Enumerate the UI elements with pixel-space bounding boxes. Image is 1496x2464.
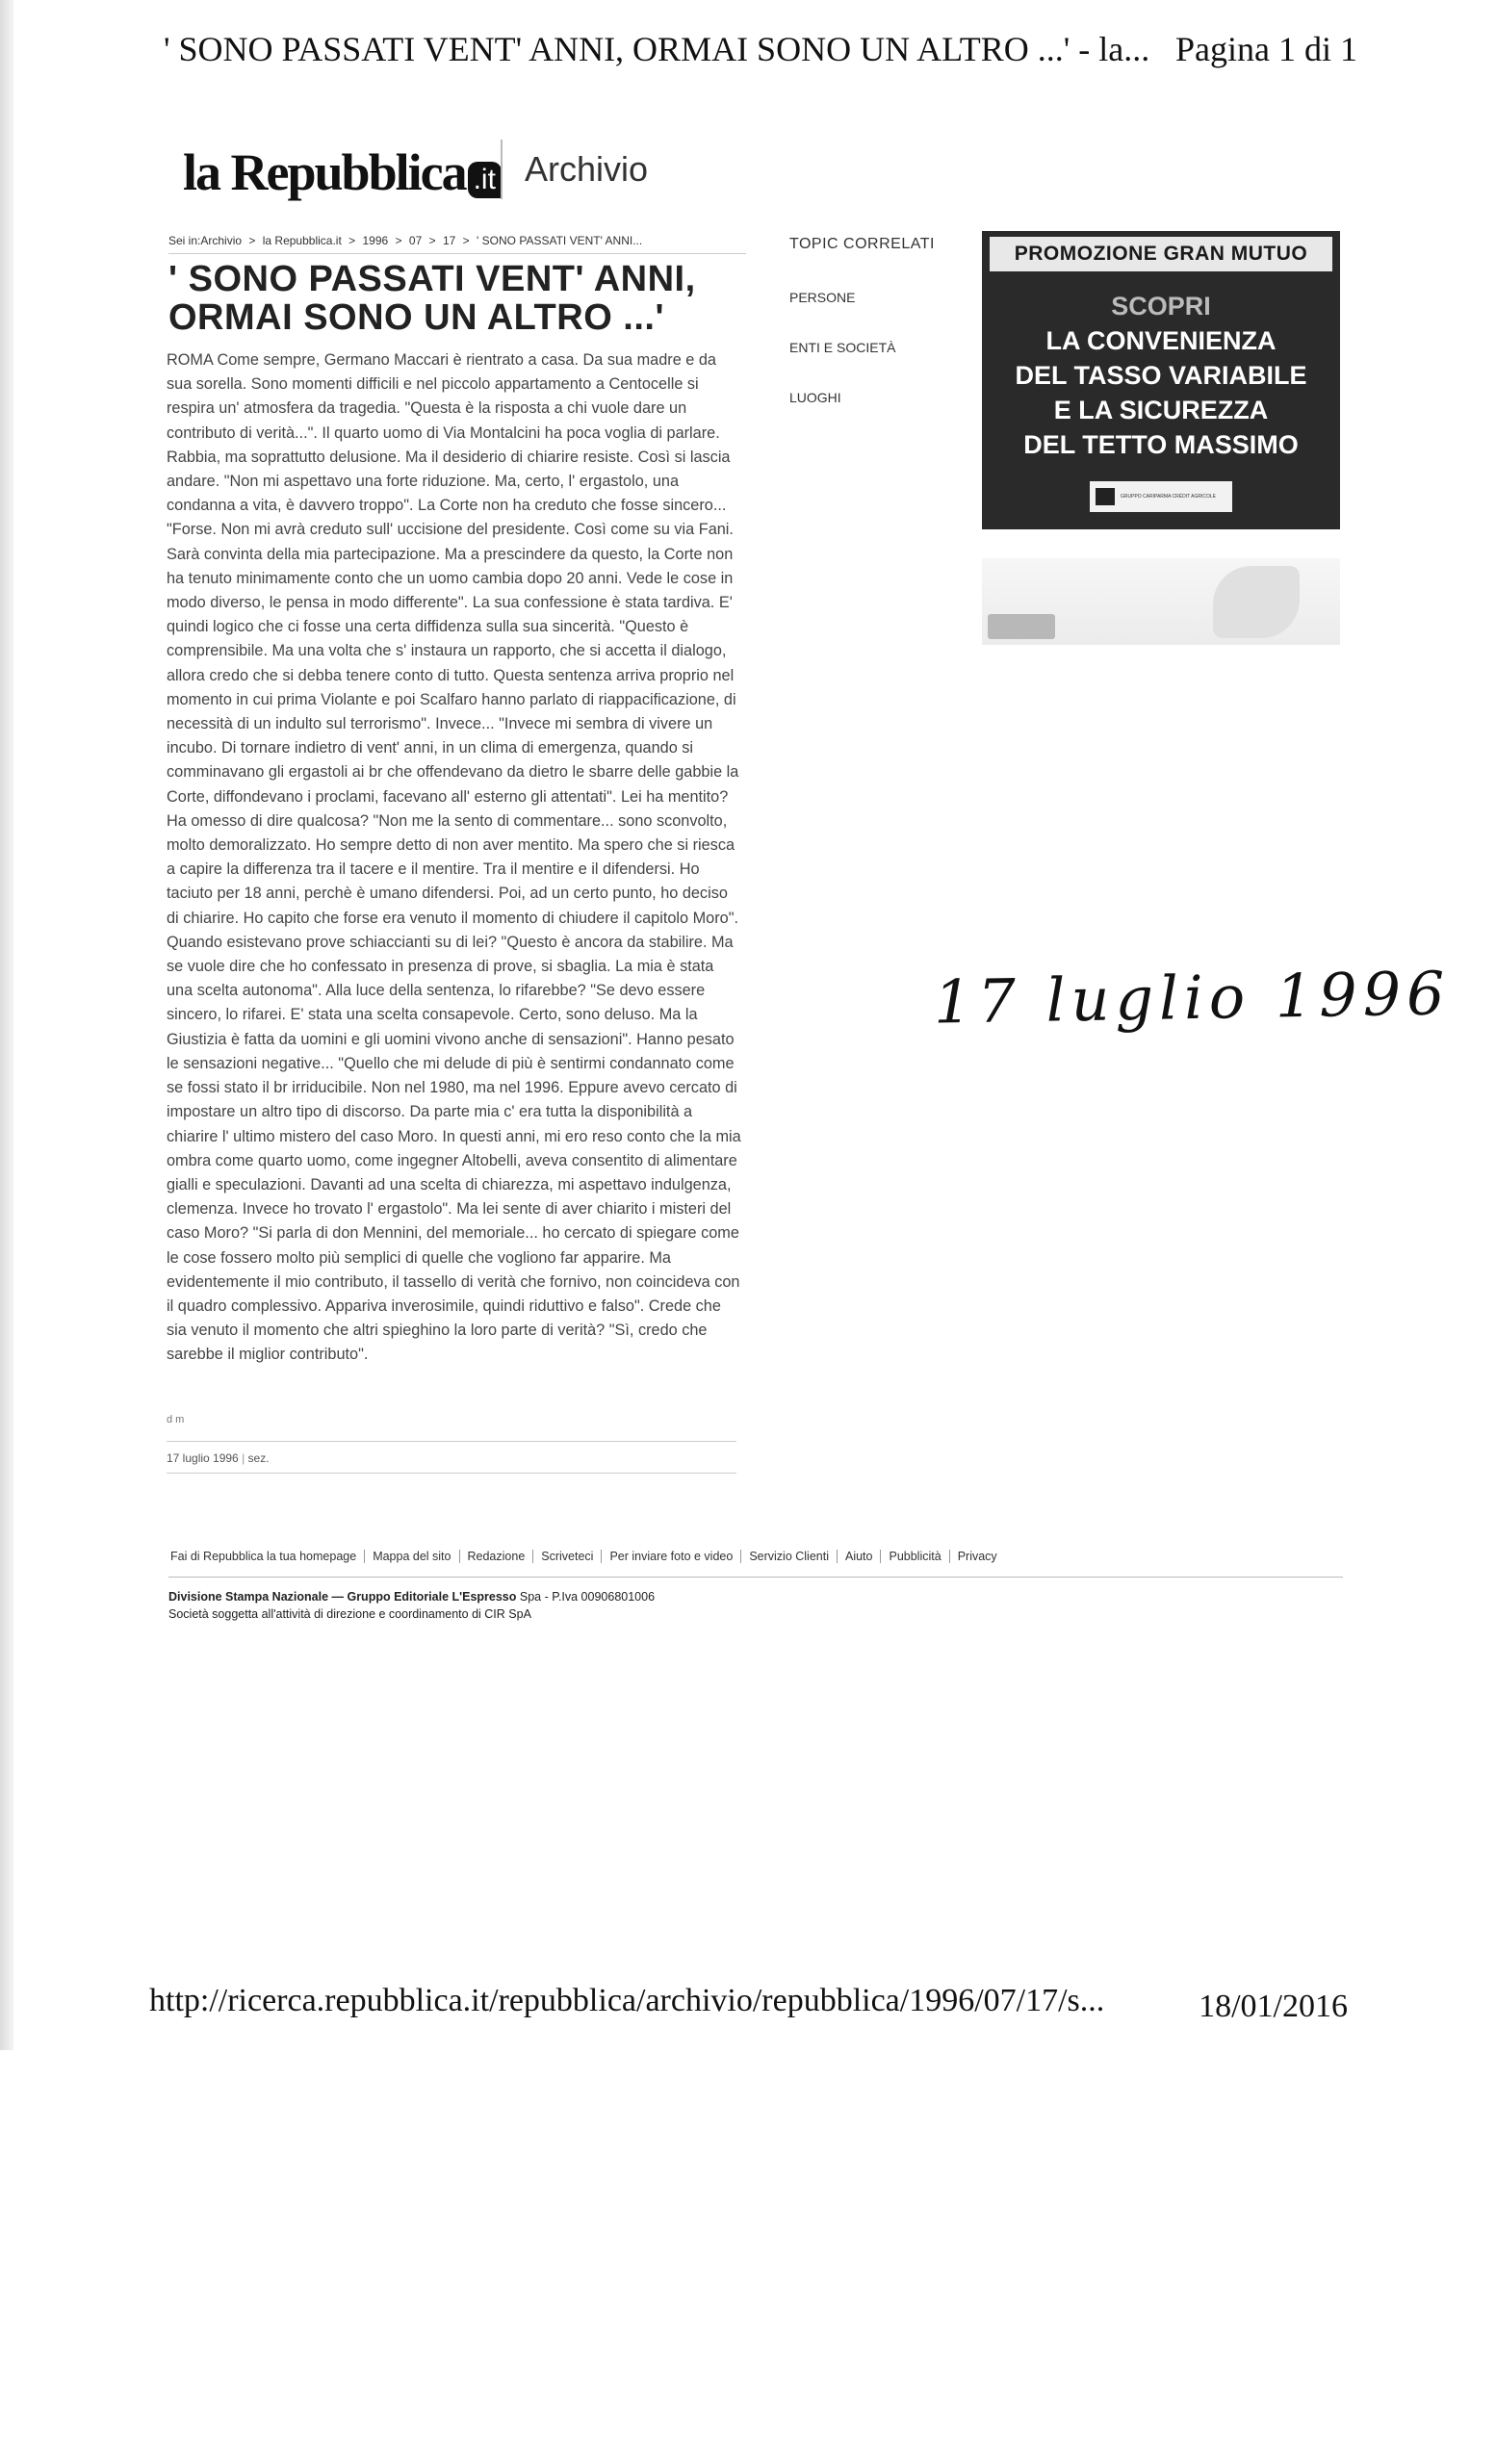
article-dateline: 17 luglio 1996 | sez. (167, 1451, 270, 1465)
breadcrumb-sep: > (395, 234, 402, 247)
footer-link-foto-video[interactable]: Per inviare foto e video (601, 1550, 740, 1563)
article-author: d m (167, 1414, 185, 1425)
bank-logo-icon (1096, 488, 1115, 505)
breadcrumb (168, 234, 646, 247)
scan-edge-shadow (0, 0, 13, 2050)
breadcrumb-divider (168, 253, 746, 254)
footer-link-servizio-clienti[interactable]: Servizio Clienti (740, 1550, 837, 1563)
breadcrumb-item: Sei in:Archivio (168, 234, 243, 247)
ad-line: E LA SICUREZZA (1053, 396, 1269, 424)
breadcrumb-sep: > (348, 234, 356, 247)
headline-line-2: ORMAI SONO UN ALTRO ...' (168, 297, 665, 338)
article-date[interactable]: 17 luglio 1996 (167, 1451, 239, 1465)
footer-link-homepage[interactable]: Fai di Repubblica la tua homepage (170, 1550, 357, 1563)
topics-header: TOPIC CORRELATI (789, 236, 935, 252)
footer-company (168, 1590, 655, 1604)
logo-separator (501, 140, 503, 199)
topic-luoghi[interactable]: LUOGHI (789, 390, 841, 405)
article-section[interactable]: sez. (247, 1451, 270, 1465)
logo-text: la Repubblica (183, 143, 466, 201)
breadcrumb-sep: > (462, 234, 470, 247)
breadcrumb-current: ' SONO PASSATI VENT' ANNI... (477, 234, 643, 247)
footer-link-redazione[interactable]: Redazione (459, 1550, 533, 1563)
footer-divider (168, 1577, 1343, 1578)
section-title[interactable]: Archivio (525, 149, 649, 189)
logo-suffix: .it (468, 162, 502, 198)
footer-links (168, 1550, 1005, 1563)
bank-logo (1090, 481, 1232, 512)
print-footer-date: 18/01/2016 (1199, 1989, 1348, 2024)
ad-line: LA CONVENIENZA (1045, 326, 1277, 355)
footer-company-note: Società soggetta all'attività di direzione e coordinamento di CIR SpA (168, 1607, 531, 1621)
headline-line-1: ' SONO PASSATI VENT' ANNI, (168, 259, 696, 299)
ad-line: DEL TETTO MASSIMO (1023, 430, 1299, 459)
breadcrumb-sep: > (248, 234, 256, 247)
footer-link-aiuto[interactable]: Aiuto (837, 1550, 881, 1563)
breadcrumb-item[interactable]: 17 (442, 234, 456, 247)
footer-company-name: Divisione Stampa Nazionale — Gruppo Editoriale L'Espresso (168, 1590, 517, 1604)
print-header (164, 29, 1357, 77)
footer-link-pubblicita[interactable]: Pubblicità (880, 1550, 948, 1563)
ad-line: SCOPRI (1111, 292, 1211, 321)
topic-persone[interactable]: PERSONE (789, 290, 856, 305)
print-footer-url: http://ricerca.repubblica.it/repubblica/archivio/repubblica/1996/07/17/s... (149, 1983, 1105, 2018)
mortgage-ad[interactable] (982, 231, 1340, 529)
footer-link-privacy[interactable]: Privacy (949, 1550, 1005, 1563)
article-headline (168, 260, 746, 337)
article-divider-bottom (167, 1473, 736, 1474)
ad-banner: PROMOZIONE GRAN MUTUO (990, 237, 1332, 271)
article-body: ROMA Come sempre, Germano Maccari è rientrato a casa. Da sua madre e da sua sorella. Sono momenti difficili e nel piccolo appartamento a Centocelle si respira un' atmosfera da tragedia. "Questa è la risposta a chi vuole dare un contributo di verità...". Il quarto uomo di Via Montalcini ha poca voglia di parlare. Rabbia, ma soprattutto delusione. Ma il desiderio di chiarire resiste. Così si lascia andare. "Non mi aspettavo una forte riduzione. Ma, certo, l' ergastolo, una condanna a vita, è davvero troppo". La Corte non ha creduto che fosse sincero... "Forse. Non mi avrà creduto sull' uccisione del presidente. Così come su via Fani. Sarà convinta della mia partecipazione. Ma a prescindere da questo, la Corte non ha tenuto minimamente conto che un uomo cambia dopo 20 anni. Vede le cose in modo diverso, le pensa in modo differente". La sua confessione è stata tardiva. E' quindi logico che ci fosse una certa diffidenza sulla sua sincerità. "Questo è comprensibile. Ma una volta che s' instaura un rapporto, che si accetta il dialogo, allora credo che si debba tenere conto di tutto. Questa sentenza arriva proprio nel momento in cui prima Violante e poi Scalfaro hanno parlato di riappacificazione, di necessità di un indulto sul terrorismo". Invece... "Invece mi sembra di vivere un incubo. Di tornare indietro di vent' anni, in un clima di emergenza, quando si comminavano gli ergastoli ai br che offendevano da dietro le sbarre delle gabbie la Corte, diffondevano i proclami, facevano all' esterno gli attentati". Lei ha mentito? Ha omesso di dire qualcosa? "Non me la sento di commentare... sono sconvolto, molto demoralizzato. Ho sempre detto di non aver mentito. Ma spero che si riesca a capire la differenza tra il tacere e il mentire. Tra il mentire e il difendersi. Ho taciuto per 18 anni, perchè è umano difendersi. Poi, ad un certo punto, ho deciso di chiarire. Ho capito che forse era venuto il momento di chiudere il capitolo Moro". Quando esistevano prove schiaccianti su di lei? "Questo è ancora da stabilire. Ma se vuole dire che ho confessato in presenza di prove, si sbaglia. La mia è stata una scelta autonoma". Alla luce della sentenza, lo rifarebbe? "Se devo essere sincero, lo rifarei. E' stata una scelta consapevole. Certo, sono deluso. Ma la Giustizia è fatta da uomini e gli uomini vivono anche di sensazioni". Hanno pesato le sensazioni negative... "Quello che mi delude di più è sentirmi condannato come se fossi stato il br irriducibile. Non nel 1980, ma nel 1996. Eppure avevo cercato di impostare un altro tipo di discorso. Da parte mia c' era tutta la disponibilità a chiarire l' ultimo mistero del caso Moro. In questi anni, mi ero reso conto che la mia ombra come quarto uomo, come ingegner Altobelli, aveva consentito di alimentare gialli e speculazioni. Davanti ad una scelta di chiarezza, mi aspettavo indulgenza, clemenza. Invece ho trovato l' ergastolo". Ma lei sente di aver chiarito i misteri del caso Moro? "Si parla di don Mennini, del memoriale... ho cercato di spiegare come le cose fossero molto più semplici di quelle che vogliono far apparire. Ma evidentemente il mio contributo, il tassello di verità che fornivo, non coincideva con il quadro complessivo. Appariva inverosimile, quindi riduttivo e falso". Crede che sia venuto il momento che altri spieghino la loro parte di verità? "Sì, credo che sarebbe il miglior contributo". (167, 351, 741, 1364)
ad-pill-graphic (988, 614, 1055, 639)
ad-secondary-banner[interactable] (982, 558, 1340, 645)
breadcrumb-item[interactable]: la Repubblica.it (262, 234, 342, 247)
handwritten-date: 17 luglio 1996 (933, 958, 1452, 1038)
ad-copy (982, 289, 1340, 462)
breadcrumb-item[interactable]: 1996 (362, 234, 389, 247)
ad-line: DEL TASSO VARIABILE (1015, 361, 1307, 390)
print-footer (149, 1983, 1348, 2027)
footer-link-mappa[interactable]: Mappa del sito (364, 1550, 458, 1563)
repubblica-logo[interactable] (183, 135, 502, 202)
topic-enti[interactable]: ENTI E SOCIETÀ (789, 340, 896, 355)
bank-logo-text: GRUPPO CARIPARMA CRÉDIT AGRICOLE (1121, 494, 1217, 500)
breadcrumb-item[interactable]: 07 (408, 234, 423, 247)
print-header-title: ' SONO PASSATI VENT' ANNI, ORMAI SONO UN ALTRO ...' - la... (164, 30, 1150, 68)
print-header-page: Pagina 1 di 1 (1175, 30, 1357, 68)
ad-sweep-graphic (1213, 566, 1300, 638)
article-divider (167, 1441, 736, 1442)
breadcrumb-sep: > (428, 234, 436, 247)
footer-link-scriveteci[interactable]: Scriveteci (532, 1550, 601, 1563)
footer-company-vat: Spa - P.Iva 00906801006 (516, 1590, 656, 1604)
